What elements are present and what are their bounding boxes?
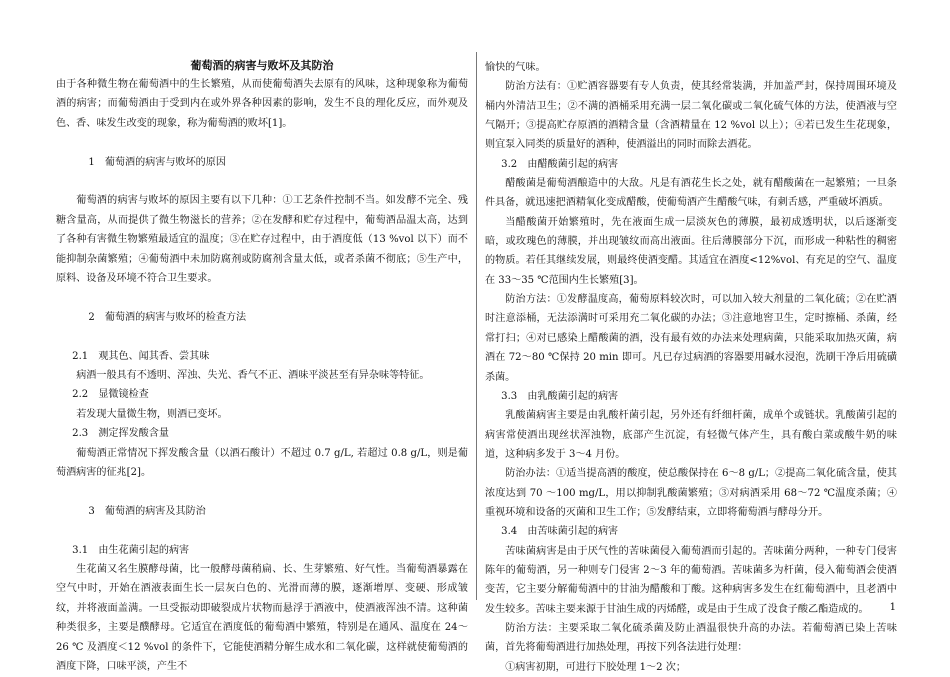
left-column (56, 56, 468, 677)
section-3-2-paragraph-2: 当醋酸菌开始繁殖时，先在液面生成一层淡灰色的薄膜，最初成透明状，以后逐渐变暗，或玫瑰色的薄膜，并出现皱纹而高出液面。往后薄膜部分下沉，而形成一种粘性的稠密的物质。若任其继续发展，则最终使酒变醋。其适宜在酒度<12%vol、有充足的空气、温度在 33～35 ℃范围内生长繁殖[3]。 (485, 216, 897, 286)
section-2-heading: 2 葡萄酒的病害与败坏的检查方法 (88, 311, 247, 323)
section-3-4-prevention: 防治方法：主要采取二氧化硫杀菌及防止酒温很快升高的办法。若葡萄酒已染上苦味菌，首先将葡萄酒进行加热处理，再按下列各法进行处理： (485, 622, 897, 654)
section-2-3-paragraph: 葡萄酒正常情况下挥发酸含量（以酒石酸计）不超过 0.7 g/L, 若超过 0.8 g/L，则是葡萄酒病害的征兆[2]。 (56, 447, 468, 479)
section-3-2-paragraph-1: 醋酸菌是葡萄酒酿造中的大敌。凡是有酒花生长之处，就有醋酸菌在一起繁殖；一旦条件具备，就迅速把酒精氧化变成醋酸，使葡萄酒产生醋酸气味，有刺舌感，严重破坏酒质。 (485, 178, 897, 209)
section-3-3-heading: 3.3 由乳酸菌引起的病害 (501, 390, 619, 402)
section-2-2-paragraph: 若发现大量微生物，则酒已变坏。 (76, 408, 228, 420)
section-3-4-heading: 3.4 由苦味菌引起的病害 (501, 526, 619, 538)
section-2-1-heading: 2.1 观其色、闻其香、尝其味 (72, 350, 210, 362)
right-column (485, 58, 897, 677)
continued-text: 愉快的气味。 (485, 62, 546, 73)
section-3-1-heading: 3.1 由生花菌引起的病害 (72, 544, 190, 556)
section-2-2-heading: 2.2 显微镜检查 (72, 389, 149, 401)
section-3-3-prevention: 防治办法：①适当提高酒的酸度，使总酸保持在 6～8 g/L；②提高二氧化硫含量，使其浓度达到 70 ～100 mg/L，用以抑制乳酸菌繁殖；③对病酒采用 68～72 ℃温度杀菌；④重视环境和设备的灭菌和卫生工作；⑤发酵结束，立即将葡萄酒与酵母分开。 (485, 468, 897, 518)
intro-paragraph: 由于各种微生物在葡萄酒中的生长繁殖，从而使葡萄酒失去原有的风味，这种现象称为葡萄酒的病害；而葡萄酒由于受到内在或外界各种因素的影响，发生不良的理化反应，而外观及色、香、味发生改变的现象，称为葡萄酒的败坏[1]。 (56, 79, 468, 129)
section-1-paragraph: 葡萄酒的病害与败坏的原因主要有以下几种：①工艺条件控制不当。如发酵不完全、残糖含量高，从而提供了微生物滋长的营养；②在发酵和贮存过程中，葡萄酒品温太高，达到了各种有害微生物繁殖最适宜的温度；③在贮存过程中，由于酒度低（13 %vol 以下）而不能抑制杂菌繁殖；④葡萄酒中未加防腐剂或防腐剂含量太低，或者杀菌不彻底；⑤生产中，原料、设备及环境不符合卫生要求。 (56, 195, 468, 285)
section-3-heading: 3 葡萄酒的病害及其防治 (88, 505, 206, 517)
section-3-1-paragraph: 生花菌又名生膜酵母菌，比一般酵母菌稍扁、长、生芽繁殖、好气性。当葡萄酒暴露在空气中时，开始在酒液表面生长一层灰白色的、光滑而薄的膜，逐渐增厚、变硬、形成皱纹，并将液面盖满。一旦受振动即破裂成片状物而悬浮于酒液中，使酒液浑浊不清。这种菌种类很多，主要是醭酵母。它适宜在酒度低的葡萄酒中繁殖，特别是在通风、温度在 24～26 ℃ 及酒度＜12 %vol 的条件下，它能使酒精分解生成水和二氧化碳，这样就使葡萄酒的酒度下降，口味平淡，产生不 (56, 564, 468, 673)
document-title: 葡萄酒的病害与败坏及其防治 (190, 59, 334, 72)
section-1-heading: 1 葡萄酒的病害与败坏的原因 (88, 156, 226, 168)
section-3-2-prevention: 防治方法：①发酵温度高，葡萄原料较次时，可以加入较大剂量的二氧化硫；②在贮酒时注意添桶，无法添满时可采用充二氧化碳的办法；③注意地窖卫生，定时擦桶、杀菌，经常打扫；④对已感染上醋酸菌的酒，没有最有效的办法来处理病菌，只能采取加热灭菌，病酒在 72～80 ℃保持 20 min 即可。凡已存过病酒的容器要用碱水浸泡，洗刷干净后用硫磺杀菌。 (485, 294, 897, 383)
section-2-1-paragraph: 病酒一般具有不透明、浑浊、失光、香气不正、酒味平淡甚至有异杂味等特征。 (76, 370, 430, 382)
section-3-3-paragraph: 乳酸菌病害主要是由乳酸杆菌引起，另外还有纤细杆菌，成单个或链状。乳酸菌引起的病害常使酒出现丝状浑浊物，底部产生沉淀，有轻微气体产生，具有酸白菜或酸牛奶的味道，这种病多发于 3～4 月份。 (485, 410, 897, 460)
section-2-3-heading: 2.3 测定挥发酸含量 (72, 428, 169, 440)
page-number: 1 (889, 602, 896, 613)
section-3-4-step-1: ①病害初期，可进行下胶处理 1～2 次； (505, 661, 686, 673)
section-3-1-prevention: 防治方法有：①贮酒容器要有专人负责，使其经常装满，并加盖严封，保持周围环境及桶内外清洁卫生；②不满的酒桶采用充满一层二氧化碳或二氧化硫气体的方法，使酒液与空气隔开；③提高贮存原酒的酒精含量（含酒精量在 12 %vol 以上）；④若已发生生花现象，则宜泵入同类的质量好的酒种，使酒溢出的同时而除去酒花。 (485, 81, 897, 151)
section-3-2-heading: 3.2 由醋酸菌引起的病害 (501, 158, 619, 170)
column-divider (476, 52, 477, 600)
section-3-4-paragraph: 苦味菌病害是由于厌气性的苦味菌侵入葡萄酒而引起的。苦味菌分两种，一种专门侵害陈年的葡萄酒，另一种则专门侵害 2～3 年的葡萄酒。苦味菌多为杆菌，侵入葡萄酒会使酒变苦，它主要分解葡萄酒中的甘油为醋酸和丁酸。这种病害多发生在红葡萄酒中，且老酒中发生较多。苦味主要来源于甘油生成的丙烯醛，或是由于生成了没食子酸乙酯造成的。 (485, 545, 897, 615)
